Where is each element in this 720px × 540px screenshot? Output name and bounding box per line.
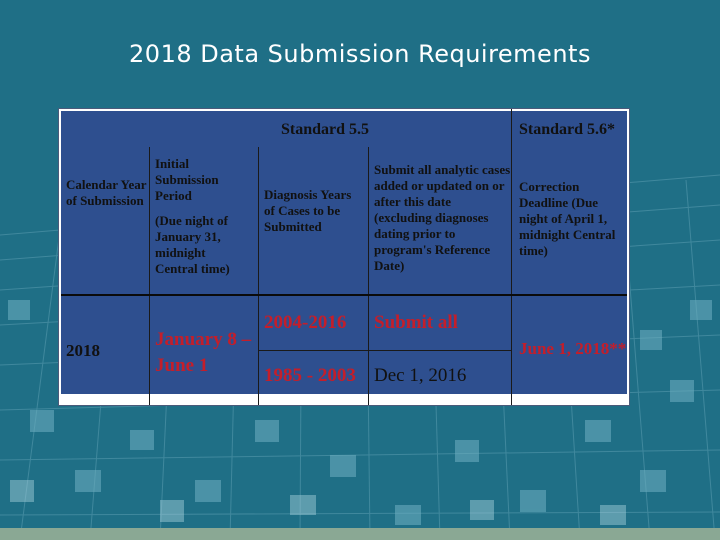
header-calendar-year: Calendar Year of Submission (66, 177, 147, 208)
slide-title: 2018 Data Submission Requirements (129, 40, 591, 68)
row-divider (149, 296, 150, 405)
cell-submission-period: January 8 – June 1 (155, 329, 252, 376)
header-divider (511, 109, 512, 297)
cell-diagnosis-range-2: 1985 - 2003 (264, 365, 356, 386)
requirements-table (58, 108, 630, 406)
row-divider (511, 296, 512, 405)
group-header-standard-55: Standard 5.5 (281, 121, 370, 138)
header-submit-analytic: Submit all analytic cases added or updated on or after this date (excluding diagnoses dating prior to program's Reference Date) (374, 162, 511, 273)
header-correction-deadline: Correction Deadline (Due night of April 1, midnight Central time) (519, 179, 616, 258)
header-divider (368, 147, 369, 297)
header-divider (258, 147, 259, 297)
row-divider (258, 350, 511, 351)
cell-year: 2018 (66, 341, 100, 360)
header-divider (149, 147, 150, 297)
bottom-band (0, 528, 720, 540)
cell-submit-1: Submit all (374, 312, 458, 333)
header-initial-period-note: (Due night of January 31, midnight Central time) (155, 213, 230, 276)
cell-diagnosis-range-1: 2004-2016 (264, 312, 347, 333)
group-header-standard-56: Standard 5.6* (519, 121, 616, 138)
cell-submit-2: Dec 1, 2016 (374, 365, 467, 386)
cell-correction: June 1, 2018** (519, 339, 627, 358)
header-diagnosis-years: Diagnosis Years of Cases to be Submitted (264, 187, 352, 234)
header-separator (61, 294, 627, 296)
header-initial-period: Initial Submission Period (155, 156, 219, 203)
